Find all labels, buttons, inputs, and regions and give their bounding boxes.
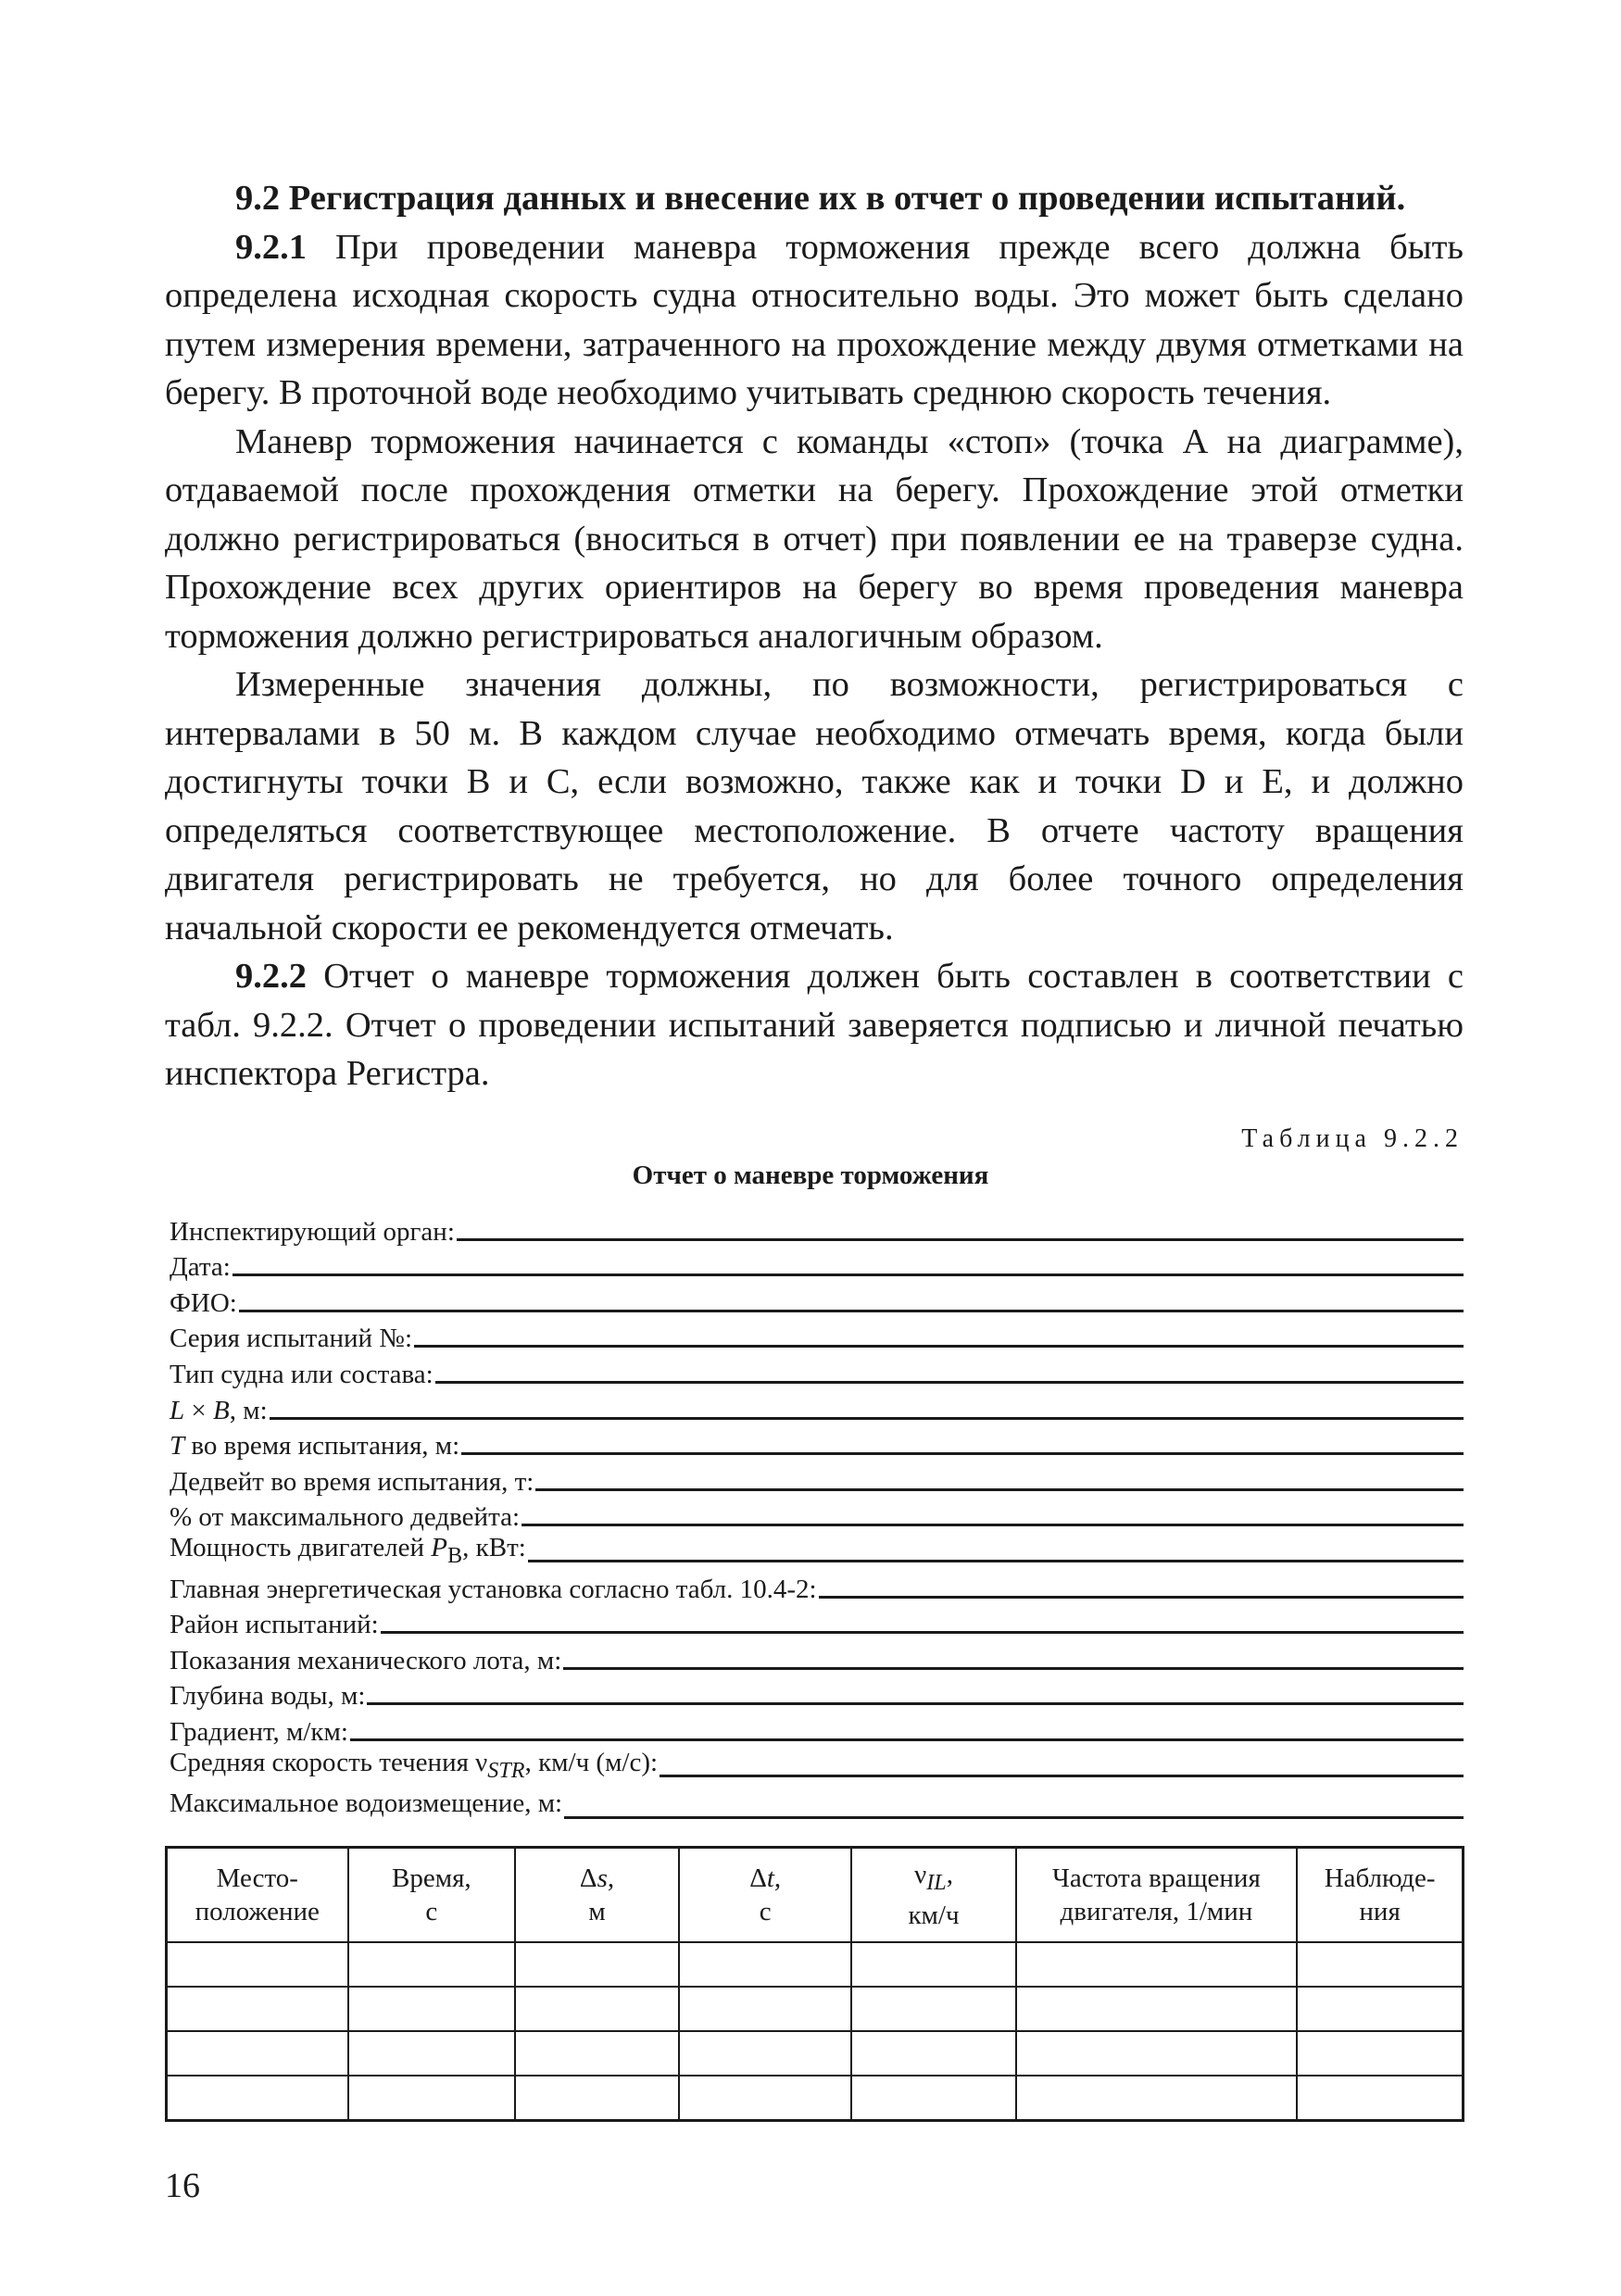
- table-caption: Таблица 9.2.2: [1241, 1124, 1464, 1153]
- paragraph-9-2-2: [165, 952, 1464, 1098]
- form-fill-line[interactable]: [381, 1631, 1464, 1634]
- form-field-label: Градиент, м/км:: [170, 1716, 348, 1747]
- table-cell[interactable]: [1297, 1942, 1463, 1987]
- form-field-row: [170, 1533, 1464, 1569]
- column-header: Наблюде- ния: [1297, 1848, 1463, 1943]
- table-row: [167, 2031, 1464, 2076]
- table-cell[interactable]: [515, 2076, 679, 2121]
- form-field-row: [170, 1640, 1464, 1676]
- clause-number: 9.2.1: [235, 227, 307, 267]
- table-cell[interactable]: [348, 1987, 516, 2031]
- form-fill-line[interactable]: [435, 1381, 1464, 1384]
- paragraph-text: При проведении маневра торможения прежде всего должна быть определена исходная скорость судна относительно воды. Это может быть сделано путем измерения времени, затраченного на прохождение между двумя отметками на берегу. В проточной воде необходимо учитывать среднюю скорость течения.: [165, 227, 1464, 412]
- table-cell[interactable]: [1016, 2076, 1298, 2121]
- table-cell[interactable]: [851, 2076, 1015, 2121]
- table-header-row: [167, 1848, 1464, 1943]
- column-header: $\nu_{IL}$, км/ч: [851, 1848, 1015, 1943]
- clause-number: 9.2.2: [235, 957, 307, 996]
- form-field-row: [170, 1748, 1464, 1784]
- form-fill-line[interactable]: [819, 1596, 1464, 1599]
- table-body: [167, 1942, 1464, 2121]
- column-header: Частота вращения двигателя, 1/мин: [1016, 1848, 1298, 1943]
- form-field-row: [170, 1390, 1464, 1426]
- form-field-label: Мощность двигателей $P_B$, кВт:: [170, 1533, 526, 1568]
- table-cell[interactable]: [167, 1987, 348, 2031]
- form-fill-line[interactable]: [461, 1452, 1464, 1455]
- table-cell[interactable]: [167, 2076, 348, 2121]
- form-fill-line[interactable]: [521, 1524, 1464, 1526]
- table-cell[interactable]: [851, 2031, 1015, 2076]
- section-text: [165, 174, 1464, 1098]
- table-cell[interactable]: [851, 1987, 1015, 2031]
- table-cell[interactable]: [515, 1987, 679, 2031]
- form-fill-line[interactable]: [535, 1488, 1464, 1491]
- table-cell[interactable]: [1297, 2031, 1463, 2076]
- paragraph-9-2-1: [165, 223, 1464, 418]
- table-cell[interactable]: [515, 2031, 679, 2076]
- form-field-label: Средняя скорость течения $\nu_{STR}$, км/ч (м/с):: [170, 1747, 659, 1783]
- form-field-label: Дата:: [170, 1252, 231, 1283]
- table-cell[interactable]: [679, 1987, 852, 2031]
- form-field-label: Глубина воды, м:: [170, 1681, 366, 1712]
- table-cell[interactable]: [679, 1942, 852, 1987]
- form-field-row: [170, 1462, 1464, 1498]
- form-field-row: [170, 1676, 1464, 1713]
- form-field-row: [170, 1426, 1464, 1462]
- form-field-label: % от максимального дедвейта:: [170, 1502, 521, 1533]
- form-field-label: Показания механического лота, м:: [170, 1645, 562, 1675]
- section-heading: 9.2 Регистрация данных и внесение их в отчет о проведении испытаний.: [235, 179, 1406, 218]
- form-field-label: Район испытаний:: [170, 1610, 379, 1640]
- table-row: [167, 2076, 1464, 2121]
- column-header: Место- положение: [167, 1848, 348, 1943]
- table-cell[interactable]: [1016, 2031, 1298, 2076]
- braking-log-table: [165, 1846, 1464, 2122]
- form-field-label: L × B, м:: [170, 1395, 268, 1425]
- table-row: [167, 1987, 1464, 2031]
- form-fill-line[interactable]: [414, 1345, 1464, 1348]
- form-field-row: [170, 1498, 1464, 1534]
- paragraph-measurements: Измеренные значения должны, по возможности, регистрироваться с интервалами в 50 м. В каждом случае необходимо отмечать время, когда были достигнуты точки В и С, если возможно, также как и точки D и E, и должно определяться соответствующее местоположение. В отчете частоту вращения двигателя регистрировать не требуется, но для более точного определения начальной скорости ее рекомендуется отмечать.: [165, 665, 1464, 947]
- form-field-label: Серия испытаний №:: [170, 1324, 413, 1354]
- form-field-label: Максимальное водоизмещение, м:: [170, 1788, 563, 1819]
- table-cell[interactable]: [679, 2076, 852, 2121]
- form-fill-line[interactable]: [232, 1273, 1464, 1276]
- table-row: [167, 1942, 1464, 1987]
- table-cell[interactable]: [348, 2031, 516, 2076]
- table-title: Отчет о маневре торможения: [632, 1161, 989, 1190]
- table-cell[interactable]: [851, 1942, 1015, 1987]
- column-header: Время, с: [348, 1848, 516, 1943]
- table-cell[interactable]: [1016, 1987, 1298, 2031]
- form-field-label: ФИО:: [170, 1287, 237, 1318]
- table-cell[interactable]: [348, 2076, 516, 2121]
- form-field-label: Главная энергетическая установка согласно табл. 10.4-2:: [170, 1574, 817, 1604]
- form-field-row: [170, 1712, 1464, 1748]
- form-fill-line[interactable]: [457, 1238, 1464, 1241]
- form-fill-line[interactable]: [660, 1775, 1464, 1777]
- form-field-row: [170, 1319, 1464, 1355]
- column-header: Δs, м: [515, 1848, 679, 1943]
- form-field-label: Дедвейт во время испытания, т:: [170, 1466, 534, 1497]
- table-cell[interactable]: [348, 1942, 516, 1987]
- form-fill-line[interactable]: [367, 1702, 1464, 1705]
- form-field-row: [170, 1211, 1464, 1248]
- table-cell[interactable]: [679, 2031, 852, 2076]
- form-fill-line[interactable]: [563, 1667, 1464, 1670]
- table-cell[interactable]: [1297, 2076, 1463, 2121]
- form-fill-line[interactable]: [239, 1310, 1464, 1312]
- column-header: Δt, с: [679, 1848, 852, 1943]
- table-cell[interactable]: [1297, 1987, 1463, 2031]
- form-field-row: [170, 1569, 1464, 1605]
- table-cell[interactable]: [1016, 1942, 1298, 1987]
- table-cell[interactable]: [167, 1942, 348, 1987]
- form-field-label: Тип судна или состава:: [170, 1359, 434, 1389]
- form-fill-line[interactable]: [528, 1560, 1464, 1562]
- page-number: 16: [165, 2166, 200, 2205]
- paragraph-text: Отчет о маневре торможения должен быть составлен в соответствии с табл. 9.2.2. Отчет о проведении испытаний заверяется подписью и личной печатью инспектора Регистра.: [165, 957, 1464, 1093]
- form-field-label: Инспектирующий орган:: [170, 1216, 455, 1247]
- table-cell[interactable]: [167, 2031, 348, 2076]
- form-field-row: [170, 1784, 1464, 1820]
- form-field-row: [170, 1283, 1464, 1319]
- form-fill-line[interactable]: [270, 1417, 1464, 1420]
- paragraph-braking-start: Маневр торможения начинается с команды «стоп» (точка А на диаграмме), отдаваемой после прохождения отметки на берегу. Прохождение этой отметки должно регистрироваться (вноситься в отчет) при появлении ее на траверзе судна. Прохождение всех других ориентиров на берегу во время проведения маневра торможения должно регистрироваться аналогичным образом.: [165, 421, 1464, 656]
- form-field-row: [170, 1605, 1464, 1641]
- table-cell[interactable]: [515, 1942, 679, 1987]
- form-field-label: T во время испытания, м:: [170, 1431, 460, 1462]
- form-fill-line[interactable]: [350, 1738, 1464, 1741]
- form-field-row: [170, 1248, 1464, 1284]
- report-form: [170, 1211, 1464, 1819]
- form-field-row: [170, 1354, 1464, 1390]
- form-fill-line[interactable]: [564, 1816, 1464, 1819]
